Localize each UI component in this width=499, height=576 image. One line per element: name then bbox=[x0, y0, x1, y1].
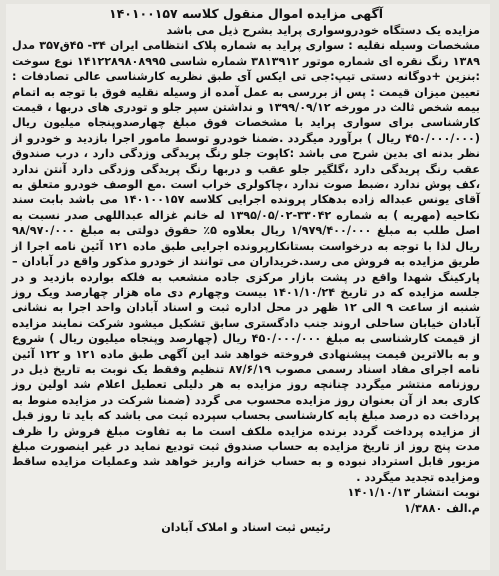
publish-date: نوبت انتشار ۱۴۰۱/۱۰/۱۳ bbox=[347, 486, 480, 500]
notice-title: آگهی مزایده اموال منقول کلاسه ۱۴۰۱۰۰۱۵۷ bbox=[108, 6, 384, 21]
signature: رئیس ثبت اسناد و املاک آبادان bbox=[161, 521, 331, 534]
notice-footer bbox=[12, 485, 480, 535]
notice-body: مزایده یک دستگاه خودروسواری پراید بشرح ذیل می باشد مشخصات وسیله نقلیه : سواری پراید به شماره پلاک انتظامی ایران ۳۴- ۴۵ق۳۵۷ مدل ۱۳۸۹ رنگ نقره ای شماره موتور ۳۸۱۳۹۱۲ شماره شاسی ۱۴۱۲۲۸۹۸۰۸۹۹۵ نوع سوخت :بنزین +دوگانه دستی تیپ:جی تی ایکس آی طبق نظریه کارشناسی عالی تصادفات : تعیین میزان قیمت : پس از بررسی به عمل آمده از وسیله نقلیه فوق با توجه به اتمام بیمه شخص ثالث در مورخه ۱۳۹۹/۰۹/۱۲ و نداشتن سپر جلو و تودری های دربها ، قیمت کارشناسی برای سواری پراید با مشخصات فوق مبلغ چهارصدوپنجاه میلیون ریال (۴۵۰/۰۰۰/۰۰۰ ریال ) برآورد میگردد .ضمنا خودرو توسط مامور اجرا بازدید و خودرو از نظر بدنه ای بدین شرح می باشد :کاپوت جلو رنگ پریدگی وزدگی دارد ، درب صندوق عقب رنگ پریدگی دارد ،گلگیر جلو عقب و دربها رنگ پریدگی وزدگی دارد آنتن ندارد ،کف پوش ندارد ،ضبط صوت ندارد ،چاکولری خراب است .مع الوصف خودرو متعلق به آقای یونس عبداله زاده بدهکار پرونده اجرایی کلاسه ۱۴۰۱۰۰۱۵۷ می باشد بابت سند نکاحیه (مهریه ) به شماره ۳۳۰۴۲-۱۳۹۵/۰۵/۰۲ له خانم غزاله عبداللهی صدر نسبت به اصل طلب به مبلغ ۱/۹۷۹/۴۰۰/۰۰۰ ریال بعلاوه ۵٪ حقوق دولتی به مبلغ ۹۸/۹۷۰/۰۰۰ ریال لذا با توجه به درخواست بستانکارپرونده اجرایی طبق ماده ۱۲۱ آئین نامه اجرا از طریق مزایده به فروش می رسد.خریداران می توانند از خودرو مذکور واقع در آبادان – پارکینگ شهدا واقع در پشت بازار مرکزی جاده منشعب به فلکه بوارده بازدید و در جلسه مزایده که در تاریخ ۱۴۰۱/۱۰/۲۴ بیست وچهارم دی ماه هزار چهارصد ویک روز شنبه از ساعت ۹ الی ۱۲ ظهر در محل اداره ثبت و اسناد آبادان واحد اجرا به نشانی آبادان خیابان ساحلی اروند جنب دادگستری سابق تشکیل میشود شرکت نمایند مزایده از قیمت کارشناسی به مبلغ ۴۵۰/۰۰۰/۰۰۰ ریال (چهارصد وپنجاه میلیون ریال ) شروع و به بالاترین قیمت پیشنهادی فروخته خواهد شد این آگهی طبق ماده ۱۲۱ و ۱۲۲ آئین نامه اجرای مفاد اسناد رسمی مصوب ۸۷/۶/۱۹ تنظیم وفقط یک نوبت به تاریخ ذیل در روزنامه منتشر میگردد چنانچه روز مزایده به هر دلیلی تعطیل اعلام شد اولین روز کاری بعد از آن بعنوان روز مزایده محسوب می گردد (ضمنا شرکت در مزایده منوط به پرداخت ده درصد مبلغ پایه کارشناسی بحساب سپرده ثبت می باشد که باید تا روز قبل از مزایده پرداخت گردد برنده مزایده ملکف است ما به تفاوت مبلغ فروش را ظرف مدت پنج روز از تاریخ مزایده به حساب صندوق ثبت تودیع نماید در غیر اینصورت مبلغ مزبور قابل استرداد نبوده و به حساب خزانه واریز خواهد شد وعملیات مزایده ساقط ومزایده تجدید میگردد . bbox=[12, 24, 481, 484]
reference-code: م.الف ۱/۳۸۸۰ bbox=[404, 501, 480, 515]
auction-notice bbox=[6, 4, 490, 570]
